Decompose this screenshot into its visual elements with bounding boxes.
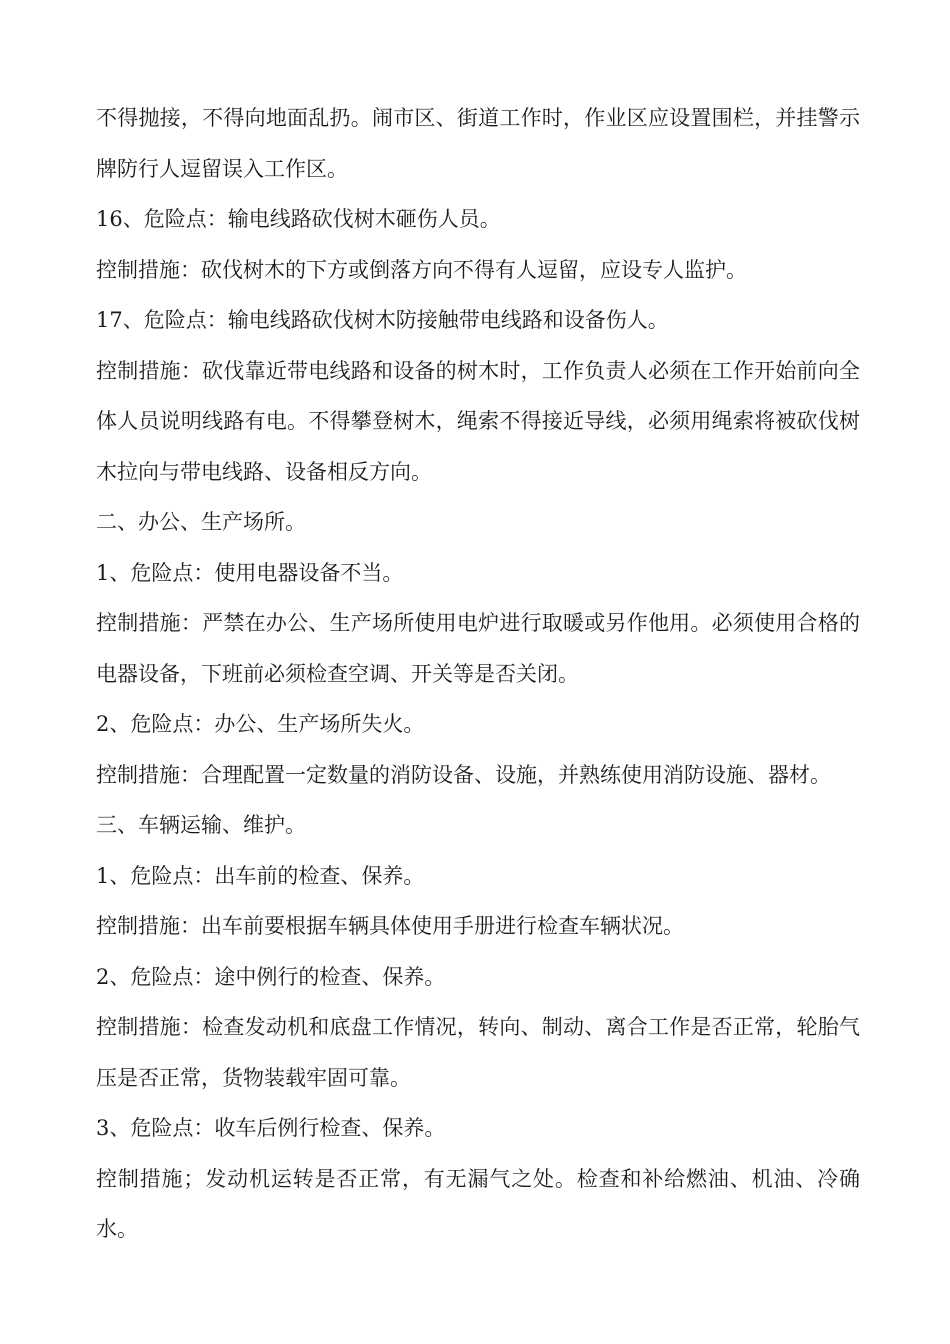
paragraph-vehicle-hazard-3: 3、危险点：收车后例行检查、保养。 [96, 1116, 446, 1140]
paragraph-hazard-17: 17、危险点：输电线路砍伐树木防接触带电线路和设备伤人。 [96, 308, 669, 332]
paragraph-office-control-2: 控制措施：合理配置一定数量的消防设备、设施，并熟练使用消防设施、器材。 [96, 762, 831, 787]
paragraph-office-control-1: 控制措施：严禁在办公、生产场所使用电炉进行取暖或另作他用。必须使用合格的电器设备，下班前必须检查空调、开关等是否关闭。 [96, 611, 860, 686]
paragraph-vehicle-control-3: 控制措施；发动机运转是否正常，有无漏气之处。检查和补给燃油、机油、冷确水。 [96, 1166, 860, 1241]
document-body [96, 93, 860, 1255]
paragraph-vehicle-control-2: 控制措施：检查发动机和底盘工作情况，转向、制动、离合工作是否正常，轮胎气压是否正常，货物装载牢固可靠。 [96, 1015, 860, 1090]
paragraph-continuation: 不得抛接，不得向地面乱扔。闹市区、街道工作时，作业区应设置围栏，并挂警示牌防行人逗留误入工作区。 [96, 106, 860, 181]
paragraph-vehicle-hazard-1: 1、危险点：出车前的检查、保养。 [96, 863, 425, 888]
paragraph-control-16: 控制措施：砍伐树木的下方或倒落方向不得有人逗留，应设专人监护。 [96, 257, 747, 282]
section-heading-office: 二、办公、生产场所。 [96, 510, 306, 534]
paragraph-control-17: 控制措施：砍伐靠近带电线路和设备的树木时，工作负责人必须在工作开始前向全体人员说明线路有电。不得攀登树木，绳索不得接近导线，必须用绳索将被砍伐树木拉向与带电线路、设备相反方向。 [96, 358, 860, 484]
paragraph-office-hazard-2: 2、危险点：办公、生产场所失火。 [96, 712, 425, 736]
section-heading-vehicle: 三、车辆运输、维护。 [96, 813, 306, 837]
paragraph-office-hazard-1: 1、危险点：使用电器设备不当。 [96, 560, 404, 585]
paragraph-vehicle-control-1: 控制措施：出车前要根据车辆具体使用手册进行检查车辆状况。 [96, 914, 684, 938]
paragraph-vehicle-hazard-2: 2、危险点：途中例行的检查、保养。 [96, 964, 446, 989]
paragraph-hazard-16: 16、危险点：输电线路砍伐树木砸伤人员。 [96, 207, 501, 231]
